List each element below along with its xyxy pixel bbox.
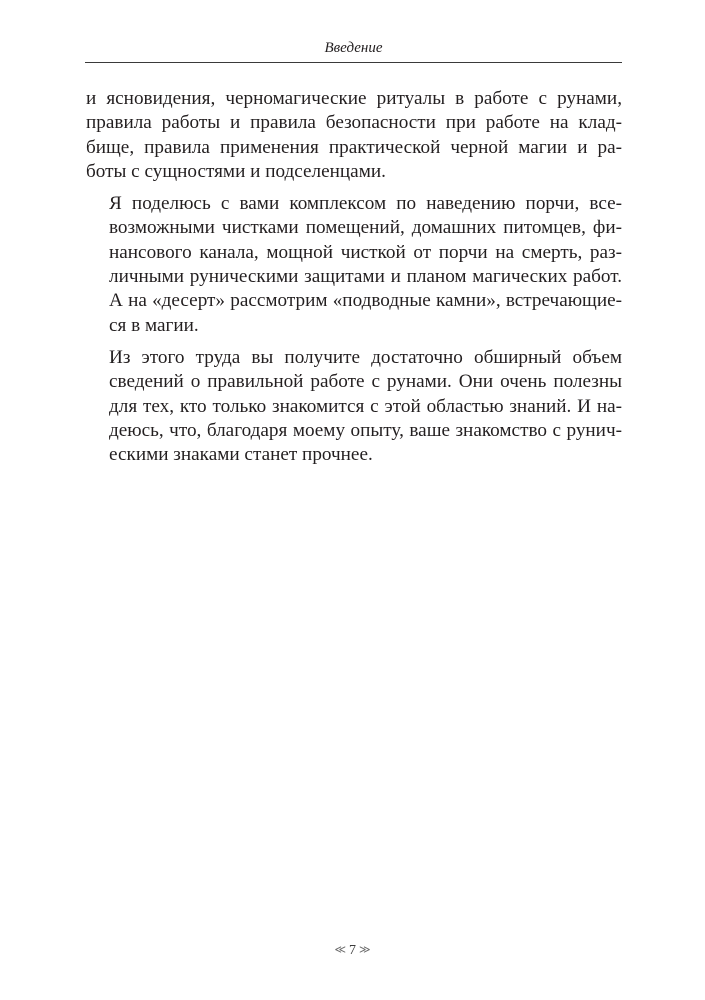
page-number: 7 [349, 943, 356, 958]
running-head: Введение [324, 40, 383, 56]
text-line: нансового канала, мощной чисткой от порчи на смерть, раз- [109, 241, 622, 263]
right-ornament-icon: ≫ [359, 944, 371, 956]
text-line: боты с сущностями и подселенцами. [86, 160, 386, 182]
header-rule-divider [85, 62, 622, 63]
body-text [86, 87, 622, 475]
text-line: Я поделюсь с вами комплексом по наведению порчи, все- [109, 193, 622, 215]
text-line: возможными чистками помещений, домашних питомцев, фи- [109, 217, 622, 239]
paragraph-2 [86, 192, 622, 338]
left-ornament-icon: ≪ [334, 944, 346, 956]
text-line: ескими знаками станет прочнее. [109, 444, 373, 466]
paragraph-1 [86, 87, 622, 184]
paragraph-3 [86, 346, 622, 467]
text-line: и ясновидения, черномагические ритуалы в работе с рунами, [86, 88, 622, 109]
text-line: личными руническими защитами и планом магических работ. [109, 266, 622, 288]
text-line: А на «десерт» рассмотрим «подводные камни», встречающие- [109, 290, 622, 312]
text-line: ся в магии. [109, 314, 199, 336]
text-line: правила работы и правила безопасности при работе на клад- [86, 112, 622, 134]
text-line: деюсь, что, благодаря моему опыту, ваше знакомство с рунич- [109, 419, 622, 441]
page-number-footer [0, 941, 705, 960]
text-line: Из этого труда вы получите достаточно обширный объем [109, 346, 622, 368]
text-line: для тех, кто только знакомится с этой областью знаний. И на- [109, 395, 622, 417]
text-line: бище, правила применения практической черной магии и ра- [86, 136, 622, 158]
text-line: сведений о правильной работе с рунами. Они очень полезны [109, 371, 622, 393]
